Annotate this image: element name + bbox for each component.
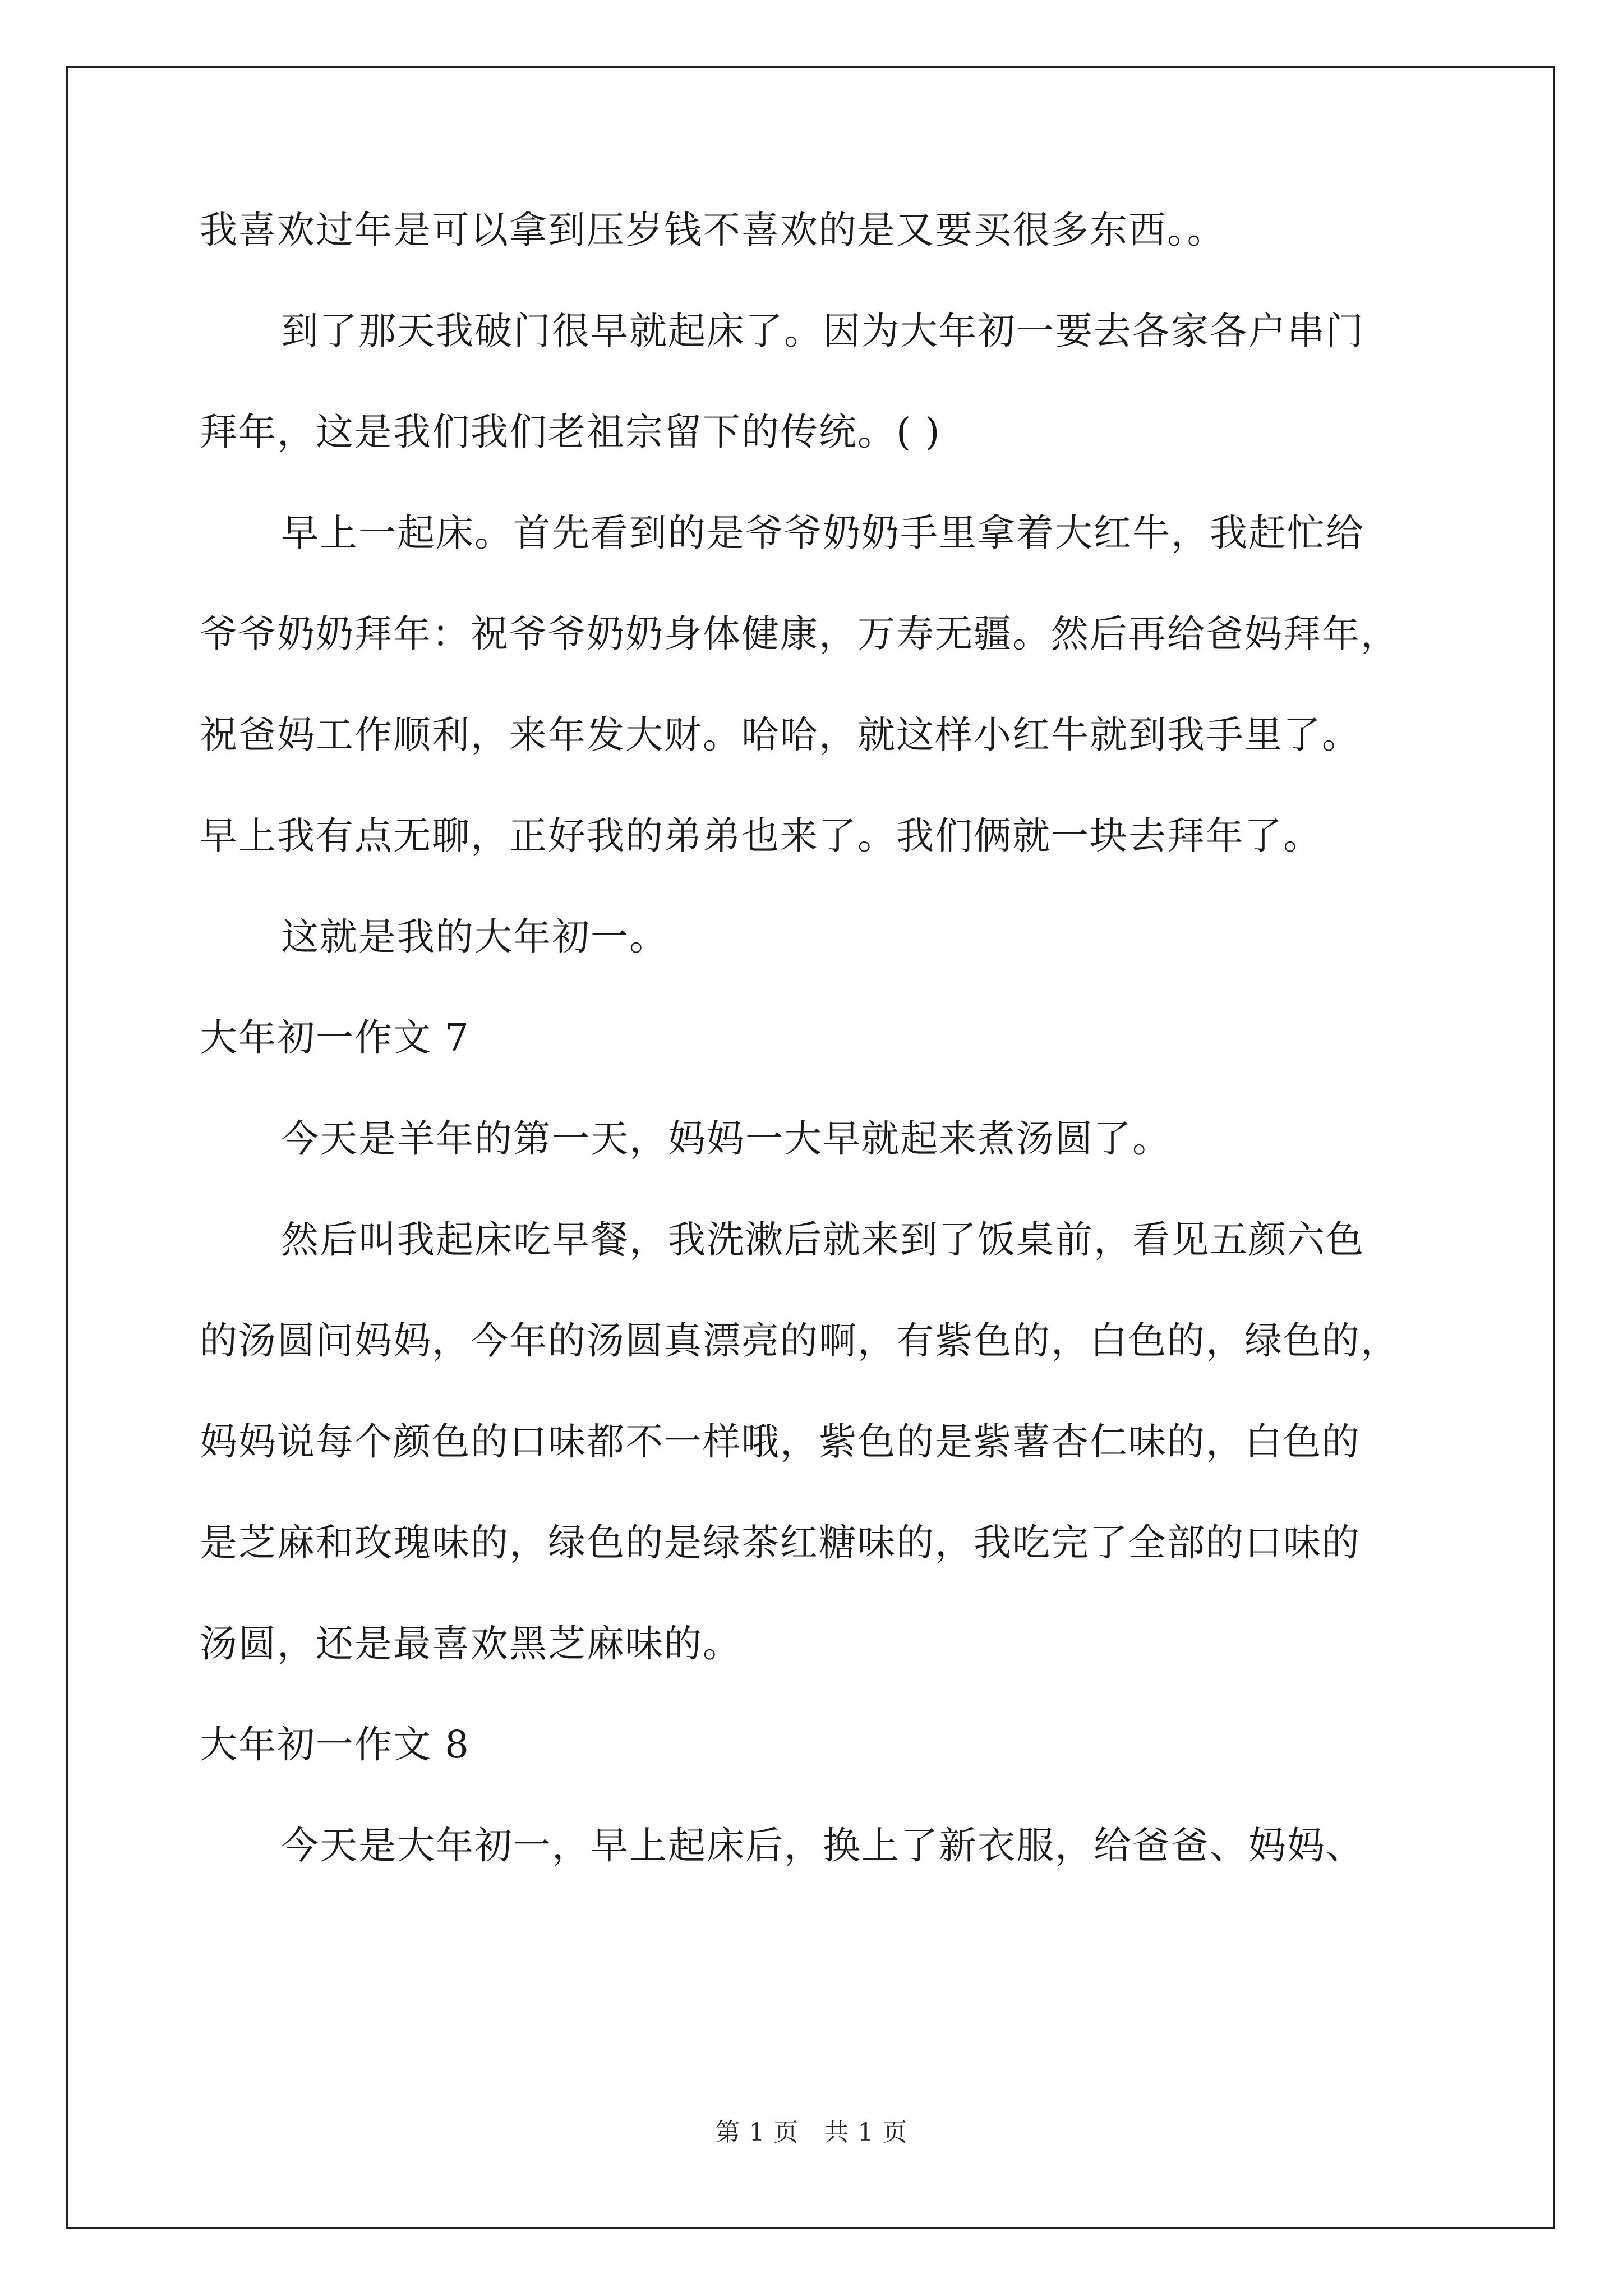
text-line: 汤圆，还是最喜欢黑芝麻味的。 [200,1622,741,1665]
paragraph-start: 到了那天我破门很早就起床了。因为大年初一要去各家各户串门 [281,309,1364,353]
text-line: 祝爸妈工作顺利，来年发大财。哈哈，就这样小红牛就到我手里了。 [200,713,1361,757]
page-number-footer: 第 1 页 共 1 页 [715,2118,908,2147]
document-body [200,202,1490,1918]
text-line: 早上我有点无聊，正好我的弟弟也来了。我们俩就一块去拜年了。 [200,814,1322,858]
text-line: 爷爷奶奶拜年：祝爷爷奶奶身体健康，万寿无疆。然后再给爸妈拜年， [200,612,1399,656]
text-line: 妈妈说每个颜色的口味都不一样哦，紫色的是紫薯杏仁味的，白色的 [200,1420,1361,1464]
paragraph-start: 早上一起床。首先看到的是爷爷奶奶手里拿着大红牛，我赶忙给 [281,511,1364,555]
text-line: 是芝麻和玫瑰味的，绿色的是绿茶红糖味的，我吃完了全部的口味的 [200,1521,1361,1565]
section-heading: 大年初一作文 7 [200,1016,470,1060]
paragraph-start: 这就是我的大年初一。 [281,915,668,959]
text-line: 我喜欢过年是可以拿到压岁钱不喜欢的是又要买很多东西。。 [200,208,1226,252]
paragraph-start: 今天是大年初一，早上起床后，换上了新衣服，给爸爸、妈妈、 [281,1824,1364,1867]
paragraph-start: 今天是羊年的第一天，妈妈一大早就起来煮汤圆了。 [281,1117,1171,1161]
text-line: 的汤圆问妈妈，今年的汤圆真漂亮的啊，有紫色的，白色的，绿色的， [200,1319,1399,1363]
section-heading: 大年初一作文 8 [200,1723,470,1766]
paragraph-start: 然后叫我起床吃早餐，我洗漱后就来到了饭桌前，看见五颜六色 [281,1218,1364,1262]
text-line: 拜年，这是我们我们老祖宗留下的传统。( ) [200,410,941,454]
